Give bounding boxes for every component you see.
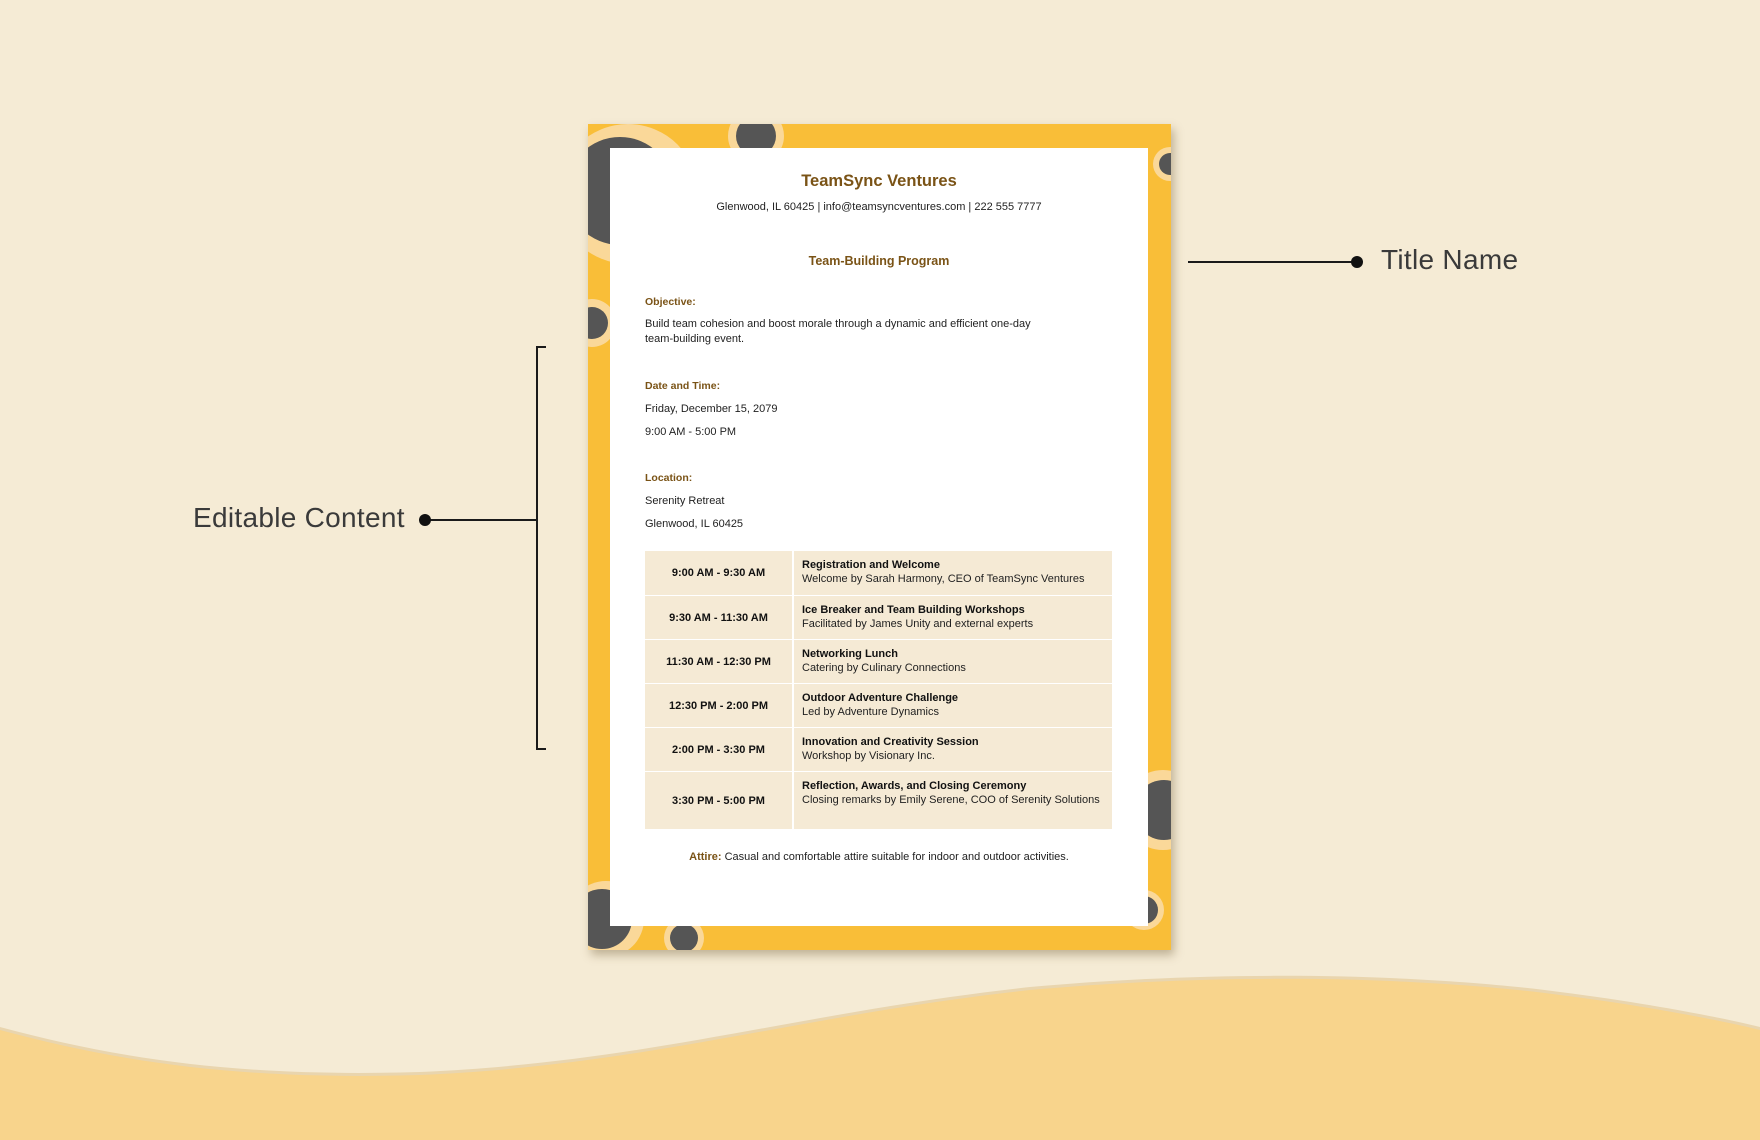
attire-note	[610, 851, 1148, 863]
company-name[interactable]: TeamSync Ventures	[801, 172, 957, 190]
program-title[interactable]: Team-Building Program	[808, 254, 950, 268]
schedule-row	[645, 639, 1112, 683]
attire-label: Attire:	[689, 851, 722, 863]
schedule-table	[645, 551, 1112, 829]
schedule-row	[645, 683, 1112, 727]
activity-title[interactable]: Networking Lunch	[802, 648, 898, 660]
schedule-activity	[794, 772, 1112, 829]
title-name-callout: Title Name	[1381, 244, 1519, 275]
schedule-time[interactable]: 9:00 AM - 9:30 AM	[645, 551, 794, 595]
activity-detail[interactable]: Facilitated by James Unity and external experts	[802, 618, 1034, 630]
location-venue[interactable]: Serenity Retreat	[645, 495, 725, 507]
attire-text[interactable]: Casual and comfortable attire suitable for indoor and outdoor activities.	[724, 851, 1069, 863]
activity-title[interactable]: Ice Breaker and Team Building Workshops	[802, 604, 1025, 616]
document-sheet	[588, 124, 1171, 950]
activity-detail[interactable]: Closing remarks by Emily Serene, COO of Serenity Solutions	[802, 794, 1100, 806]
schedule-row	[645, 771, 1112, 829]
activity-title[interactable]: Reflection, Awards, and Closing Ceremony	[802, 780, 1027, 792]
schedule-row	[645, 727, 1112, 771]
objective-label: Objective:	[645, 296, 696, 308]
contact-line[interactable]: Glenwood, IL 60425 | info@teamsyncventures.com | 222 555 7777	[716, 201, 1042, 213]
schedule-activity	[794, 596, 1112, 639]
schedule-time[interactable]: 11:30 AM - 12:30 PM	[645, 640, 794, 683]
activity-detail[interactable]: Catering by Culinary Connections	[802, 662, 966, 674]
schedule-activity	[794, 728, 1112, 771]
activity-title[interactable]: Registration and Welcome	[802, 559, 940, 571]
event-date[interactable]: Friday, December 15, 2079	[645, 403, 778, 415]
schedule-time[interactable]: 9:30 AM - 11:30 AM	[645, 596, 794, 639]
location-label: Location:	[645, 472, 693, 484]
schedule-activity	[794, 684, 1112, 727]
schedule-row	[645, 595, 1112, 639]
document-content	[610, 148, 1148, 926]
schedule-time[interactable]: 3:30 PM - 5:00 PM	[645, 772, 794, 829]
activity-detail[interactable]: Workshop by Visionary Inc.	[802, 750, 935, 762]
activity-title[interactable]: Innovation and Creativity Session	[802, 736, 979, 748]
activity-title[interactable]: Outdoor Adventure Challenge	[802, 692, 959, 704]
activity-detail[interactable]: Welcome by Sarah Harmony, CEO of TeamSync Ventures	[802, 573, 1085, 585]
schedule-activity	[794, 551, 1112, 595]
date-time-label: Date and Time:	[645, 380, 721, 392]
event-time[interactable]: 9:00 AM - 5:00 PM	[645, 426, 737, 438]
editable-content-callout: Editable Content	[193, 502, 405, 533]
schedule-time[interactable]: 2:00 PM - 3:30 PM	[645, 728, 794, 771]
activity-detail[interactable]: Led by Adventure Dynamics	[802, 706, 939, 718]
schedule-time[interactable]: 12:30 PM - 2:00 PM	[645, 684, 794, 727]
schedule-activity	[794, 640, 1112, 683]
objective-text[interactable]: Build team cohesion and boost morale through a dynamic and efficient one-day team-building event.	[645, 318, 1031, 345]
location-city[interactable]: Glenwood, IL 60425	[645, 518, 744, 530]
schedule-row	[645, 551, 1112, 595]
